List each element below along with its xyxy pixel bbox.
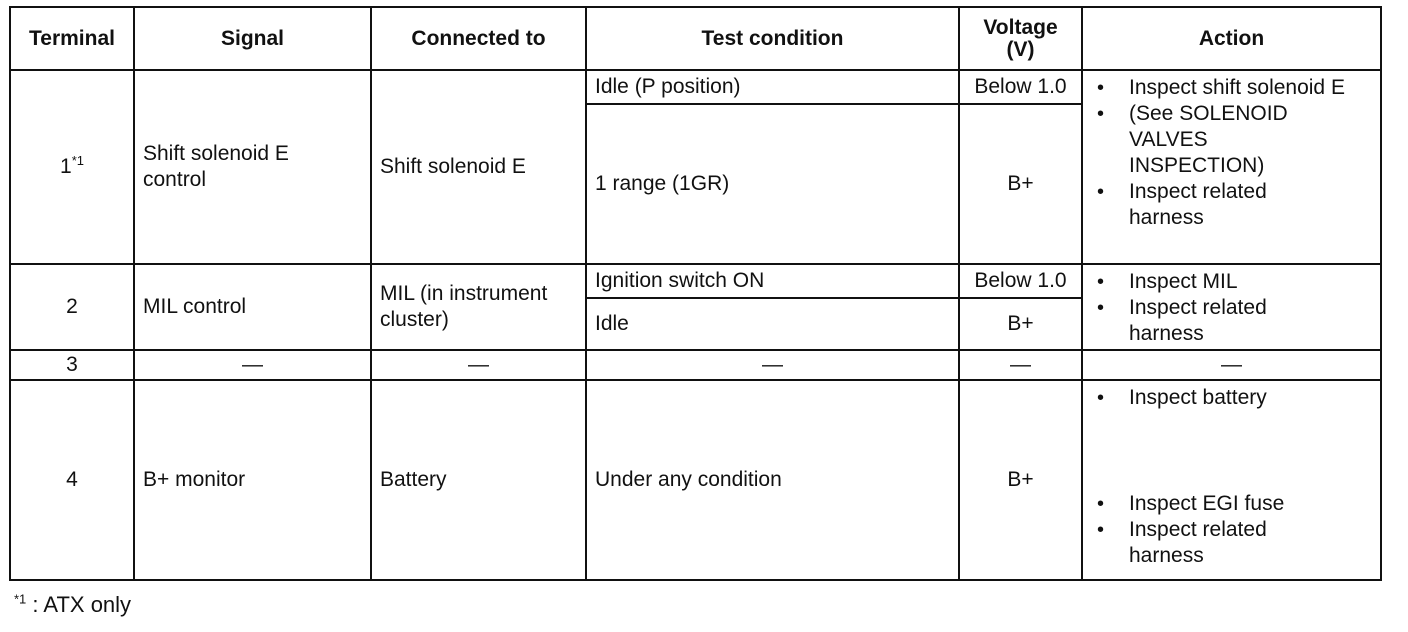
- signal-cell: MIL control: [134, 264, 371, 350]
- terminal-cell: 3: [10, 350, 134, 380]
- terminal-cell: 2: [10, 264, 134, 350]
- action-item: • Inspect related harness: [1097, 179, 1374, 231]
- action-item: • Inspect related harness: [1097, 295, 1374, 347]
- test-condition-cell: Under any condition: [586, 380, 959, 580]
- footnote-mark: *1: [14, 591, 27, 607]
- signal-cell: —: [134, 350, 371, 380]
- table-row: [10, 70, 1381, 104]
- action-cell: [1082, 264, 1381, 350]
- header-terminal: Terminal: [10, 7, 134, 70]
- action-cell: [1082, 380, 1381, 580]
- action-cell: —: [1082, 350, 1381, 380]
- connected-to-cell: —: [371, 350, 586, 380]
- action-item: • Inspect MIL: [1097, 269, 1374, 295]
- voltage-cell: Below 1.0: [959, 264, 1082, 298]
- connected-to-cell: Battery: [371, 380, 586, 580]
- header-action: Action: [1082, 7, 1381, 70]
- footnote-text: : ATX only: [32, 592, 132, 617]
- header-test-condition: Test condition: [586, 7, 959, 70]
- table-row: [10, 264, 1381, 298]
- table-row: [10, 350, 1381, 380]
- action-note: • (See SOLENOID VALVES INSPECTION): [1097, 101, 1374, 179]
- test-condition-cell: Idle: [586, 298, 959, 350]
- signal-cell: Shift solenoid E control: [134, 70, 371, 264]
- header-signal: Signal: [134, 7, 371, 70]
- voltage-cell: B+: [959, 298, 1082, 350]
- header-connected-to: Connected to: [371, 7, 586, 70]
- table-row: [10, 380, 1381, 580]
- action-item: • Inspect shift solenoid E: [1097, 75, 1374, 101]
- voltage-cell: —: [959, 350, 1082, 380]
- terminal-cell: 4: [10, 380, 134, 580]
- footnote-marker: *1: [71, 153, 84, 168]
- test-condition-cell: Idle (P position): [586, 70, 959, 104]
- voltage-cell: Below 1.0: [959, 70, 1082, 104]
- connected-to-cell: Shift solenoid E: [371, 70, 586, 264]
- header-row: [10, 7, 1381, 70]
- action-item: • Inspect EGI fuse: [1097, 491, 1374, 517]
- test-condition-cell: 1 range (1GR): [586, 104, 959, 264]
- header-voltage: Voltage (V): [959, 7, 1082, 70]
- connected-to-cell: MIL (in instrument cluster): [371, 264, 586, 350]
- footnote: [14, 592, 131, 618]
- signal-cell: B+ monitor: [134, 380, 371, 580]
- test-condition-cell: Ignition switch ON: [586, 264, 959, 298]
- action-item: • Inspect related harness: [1097, 517, 1374, 569]
- action-item: • Inspect battery: [1097, 385, 1374, 411]
- terminal-number: 1: [60, 155, 72, 178]
- test-condition-cell: —: [586, 350, 959, 380]
- terminal-cell: [10, 70, 134, 264]
- voltage-cell: B+: [959, 104, 1082, 264]
- action-cell: [1082, 70, 1381, 264]
- voltage-cell: B+: [959, 380, 1082, 580]
- terminal-voltage-table: [9, 6, 1382, 581]
